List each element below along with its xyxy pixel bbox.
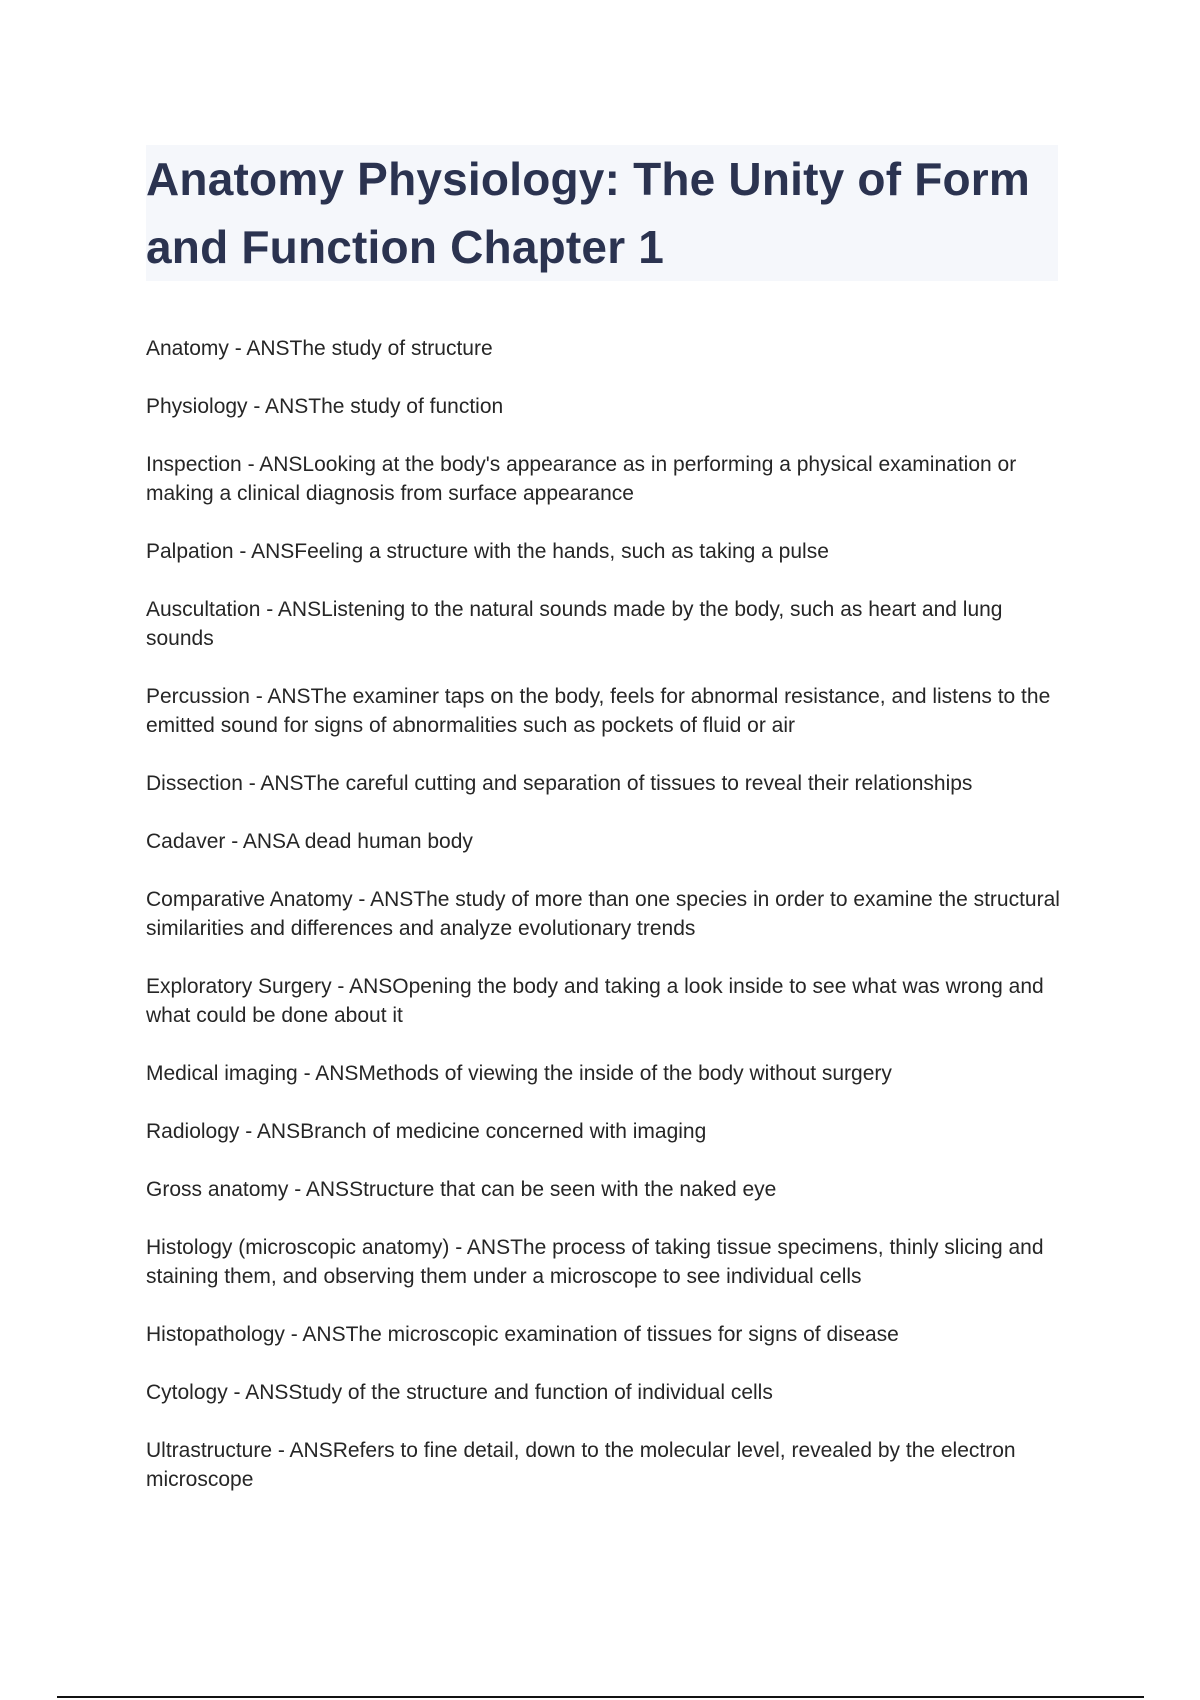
definition-entry: Histopathology - ANSThe microscopic examination of tissues for signs of disease <box>146 1323 899 1346</box>
definition-entry: Physiology - ANSThe study of function <box>146 395 504 418</box>
definition-entry: Medical imaging - ANSMethods of viewing the inside of the body without surgery <box>146 1062 892 1085</box>
definition-entry: Exploratory Surgery - ANSOpening the body and taking a look inside to see what was wrong and what could be done about it <box>146 975 1044 1027</box>
definition-entry: Comparative Anatomy - ANSThe study of more than one species in order to examine the structural similarities and differences and analyze evolutionary trends <box>146 888 1060 940</box>
definition-entry: Histology (microscopic anatomy) - ANSThe process of taking tissue specimens, thinly slicing and staining them, and observing them under a microscope to see individual cells <box>146 1236 1044 1288</box>
footer-divider <box>57 1696 1144 1698</box>
definition-entry: Cadaver - ANSA dead human body <box>146 830 473 853</box>
definition-entry: Anatomy - ANSThe study of structure <box>146 337 493 360</box>
definition-entry: Cytology - ANSStudy of the structure and function of individual cells <box>146 1381 773 1404</box>
definition-entry: Auscultation - ANSListening to the natural sounds made by the body, such as heart and lung sounds <box>146 598 1003 650</box>
definition-entry: Palpation - ANSFeeling a structure with the hands, such as taking a pulse <box>146 540 829 563</box>
definitions-list <box>146 334 1076 1523</box>
definition-entry: Dissection - ANSThe careful cutting and separation of tissues to reveal their relationships <box>146 772 973 795</box>
definition-entry: Percussion - ANSThe examiner taps on the body, feels for abnormal resistance, and listens to the emitted sound for signs of abnormalities such as pockets of fluid or air <box>146 685 1051 737</box>
definition-entry: Gross anatomy - ANSStructure that can be seen with the naked eye <box>146 1178 777 1201</box>
definition-entry: Ultrastructure - ANSRefers to fine detail, down to the molecular level, revealed by the electron microscope <box>146 1439 1016 1491</box>
definition-entry: Radiology - ANSBranch of medicine concerned with imaging <box>146 1120 707 1143</box>
page-title: Anatomy Physiology: The Unity of Form and Function Chapter 1 <box>146 153 1031 273</box>
title-banner <box>146 145 1058 281</box>
definition-entry: Inspection - ANSLooking at the body's appearance as in performing a physical examination or making a clinical diagnosis from surface appearance <box>146 453 1017 505</box>
